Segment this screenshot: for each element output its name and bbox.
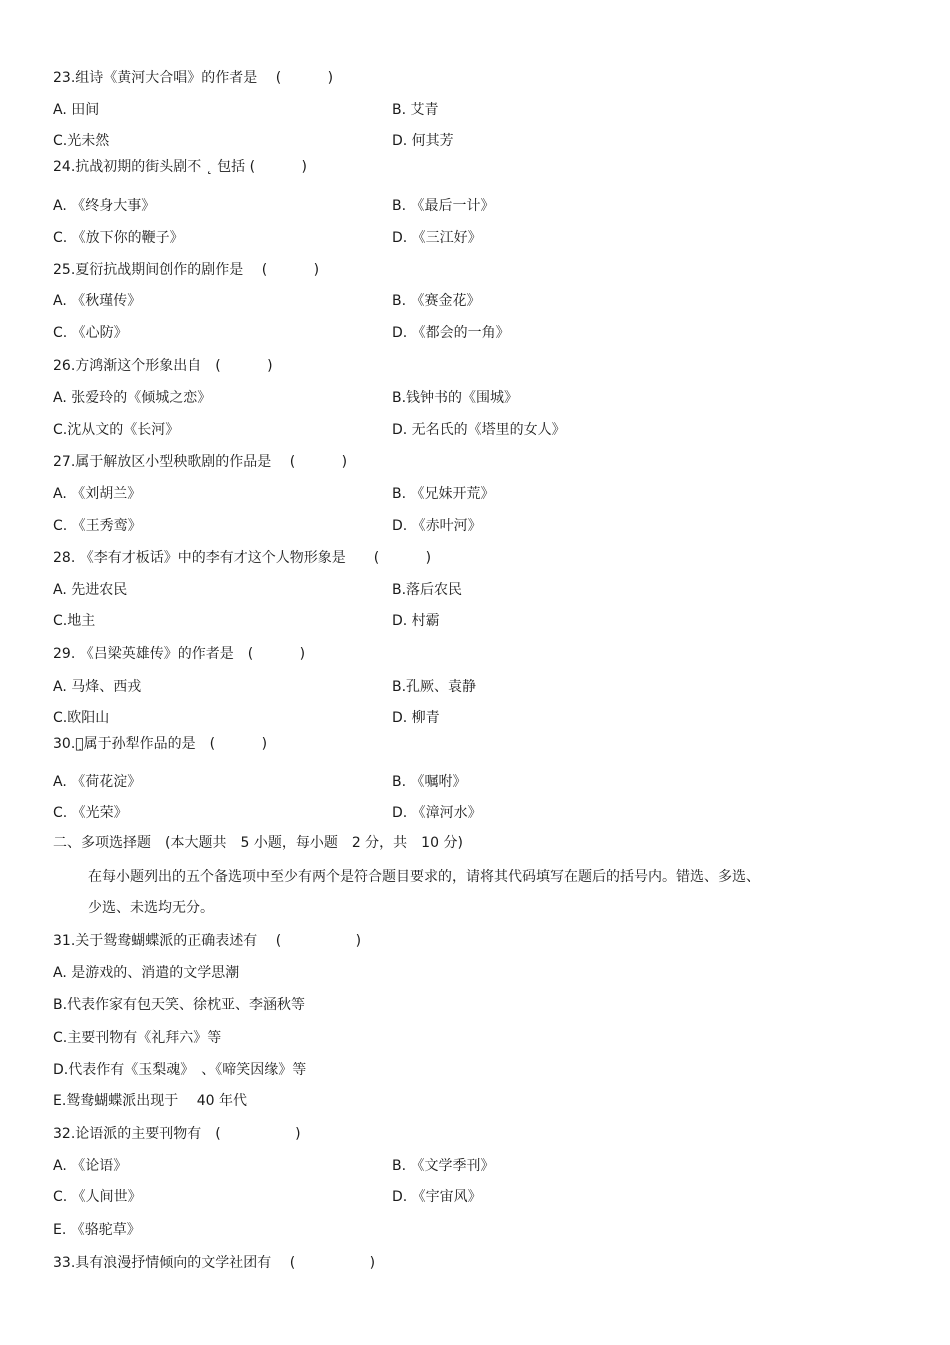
q32-option-c: C. 《人间世》 bbox=[53, 1189, 142, 1205]
q26-option-d: D. 无名氏的《塔里的女人》 bbox=[392, 422, 566, 438]
q28-option-c: C.地主 bbox=[53, 613, 96, 629]
q27-option-b: B. 《兄妹开荒》 bbox=[392, 486, 495, 502]
q23-option-d: D. 何其芳 bbox=[392, 133, 454, 149]
q30-option-d: D. 《漳河水》 bbox=[392, 805, 482, 821]
q25-stem: 25.夏衍抗战期间创作的剧作是 ( ) bbox=[53, 262, 320, 278]
section-instructions-1: 在每小题列出的五个备选项中至少有两个是符合题目要求的，请将其代码填写在题后的括号内。错选、多选、 bbox=[88, 869, 760, 885]
q32-option-b: B. 《文学季刊》 bbox=[392, 1158, 495, 1174]
q29-option-c: C.欧阳山 bbox=[53, 710, 110, 726]
q23-option-a: A. 田间 bbox=[53, 102, 100, 118]
q25-option-d: D. 《都会的一角》 bbox=[392, 325, 510, 341]
q25-option-b: B. 《赛金花》 bbox=[392, 293, 481, 309]
q25-option-a: A. 《秋瑾传》 bbox=[53, 293, 142, 309]
q29-option-a: A. 马烽、西戎 bbox=[53, 679, 142, 695]
q31-option-c: C.主要刊物有《礼拜六》等 bbox=[53, 1030, 222, 1046]
q32-stem: 32.论语派的主要刊物有 ( ) bbox=[53, 1126, 301, 1142]
q26-stem: 26.方鸿渐这个形象出自 ( ) bbox=[53, 358, 273, 374]
section-instructions-2: 少选、未选均无分。 bbox=[88, 900, 214, 916]
q24-option-b: B. 《最后一计》 bbox=[392, 198, 495, 214]
q24-option-a: A. 《终身大事》 bbox=[53, 198, 156, 214]
q32-option-a: A. 《论语》 bbox=[53, 1158, 128, 1174]
q28-option-d: D. 村霸 bbox=[392, 613, 440, 629]
q31-option-d: D.代表作有《玉梨魂》 、《啼笑因缘》等 bbox=[53, 1062, 307, 1078]
q24-stem: 24.抗战初期的街头剧不 ˛ 包括 ( ) bbox=[53, 159, 307, 175]
q26-option-a: A. 张爱玲的《倾城之恋》 bbox=[53, 390, 212, 406]
q29-option-b: B.孔厥、袁静 bbox=[392, 679, 477, 695]
q31-option-b: B.代表作家有包天笑、徐枕亚、李涵秋等 bbox=[53, 997, 306, 1013]
q27-option-c: C. 《王秀鸾》 bbox=[53, 518, 142, 534]
q27-stem: 27.属于解放区小型秧歌剧的作品是 ( ) bbox=[53, 454, 348, 470]
q32-option-e: E. 《骆驼草》 bbox=[53, 1222, 141, 1238]
q25-option-c: C. 《心防》 bbox=[53, 325, 128, 341]
q27-option-a: A. 《刘胡兰》 bbox=[53, 486, 142, 502]
q23-stem: 23.组诗《黄河大合唱》的作者是 ( ) bbox=[53, 70, 334, 86]
q23-option-c: C.光未然 bbox=[53, 133, 110, 149]
q31-option-a: A. 是游戏的、消遣的文学思潮 bbox=[53, 965, 240, 981]
q28-stem: 28. 《李有才板话》中的李有才这个人物形象是 ( ) bbox=[53, 550, 432, 566]
q30-option-c: C. 《光荣》 bbox=[53, 805, 128, 821]
q27-option-d: D. 《赤叶河》 bbox=[392, 518, 482, 534]
section-title: 二、多项选择题 (本大题共 5 小题，每小题 2 分，共 10 分) bbox=[53, 835, 463, 851]
q29-option-d: D. 柳青 bbox=[392, 710, 440, 726]
q31-stem: 31.关于鸳鸯蝴蝶派的正确表述有 ( ) bbox=[53, 933, 362, 949]
q26-option-b: B.钱钟书的《围城》 bbox=[392, 390, 519, 406]
q24-option-c: C. 《放下你的鞭子》 bbox=[53, 230, 184, 246]
q32-option-d: D. 《宇宙风》 bbox=[392, 1189, 482, 1205]
q30-stem: 30.不̣属于孙犁作品的是 ( ) bbox=[53, 736, 268, 752]
q33-stem: 33.具有浪漫抒情倾向的文学社团有 ( ) bbox=[53, 1255, 376, 1271]
q31-option-e: E.鸳鸯蝴蝶派出现于 40 年代 bbox=[53, 1093, 248, 1109]
q23-option-b: B. 艾青 bbox=[392, 102, 439, 118]
q24-option-d: D. 《三江好》 bbox=[392, 230, 482, 246]
q28-option-b: B.落后农民 bbox=[392, 582, 463, 598]
q28-option-a: A. 先进农民 bbox=[53, 582, 128, 598]
q30-option-a: A. 《荷花淀》 bbox=[53, 774, 142, 790]
q29-stem: 29. 《吕梁英雄传》的作者是 ( ) bbox=[53, 646, 306, 662]
q26-option-c: C.沈从文的《长河》 bbox=[53, 422, 180, 438]
q30-option-b: B. 《嘱咐》 bbox=[392, 774, 467, 790]
